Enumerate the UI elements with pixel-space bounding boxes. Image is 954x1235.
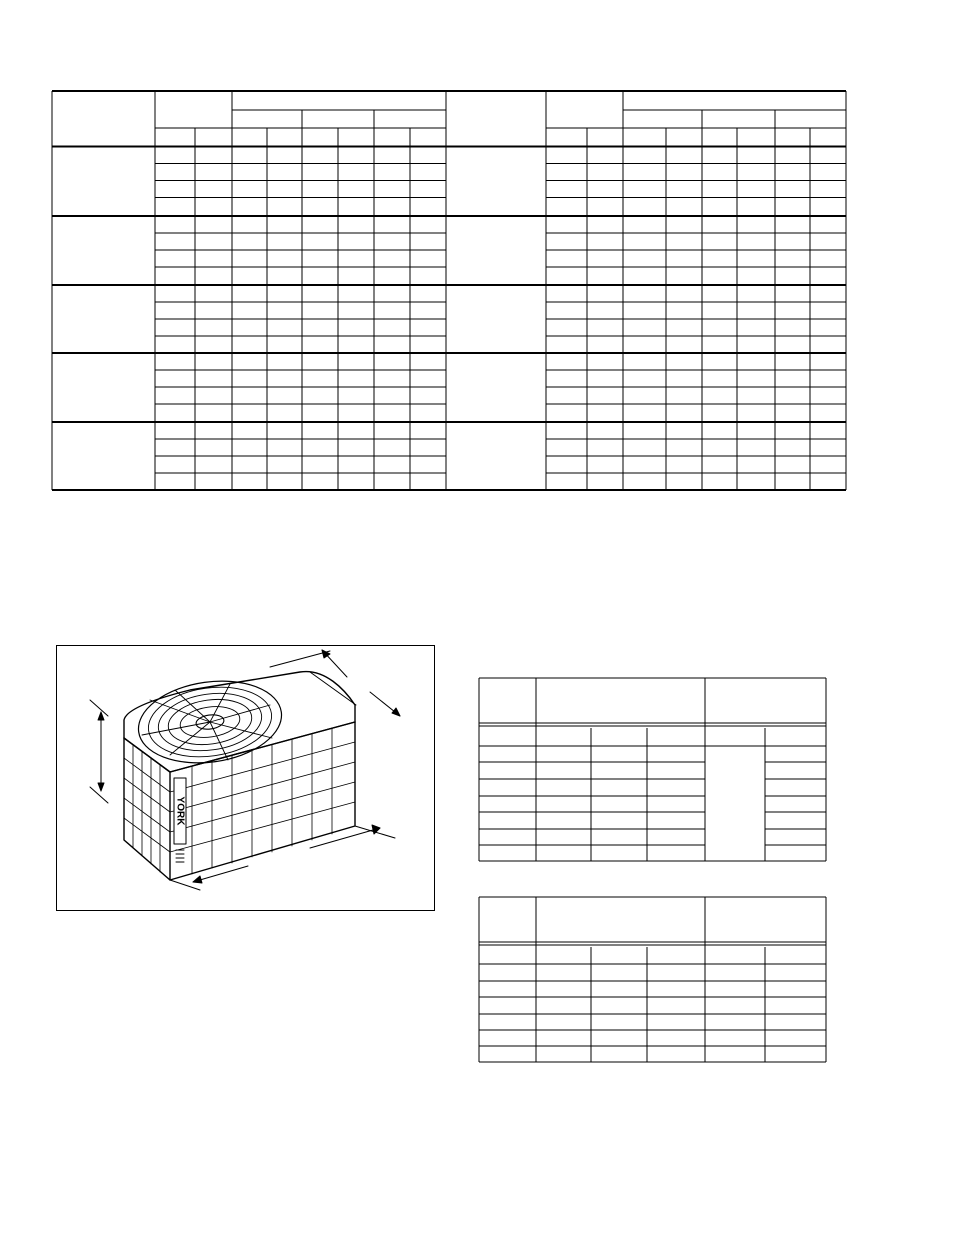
performance-table — [52, 91, 846, 490]
brand-logo: YORK — [174, 796, 186, 826]
outdoor-condenser-unit-icon — [124, 672, 355, 880]
electrical-table — [479, 897, 826, 1062]
dimension-arrows — [90, 650, 400, 890]
dimension-table — [479, 678, 826, 861]
unit-figure-frame — [57, 646, 435, 911]
